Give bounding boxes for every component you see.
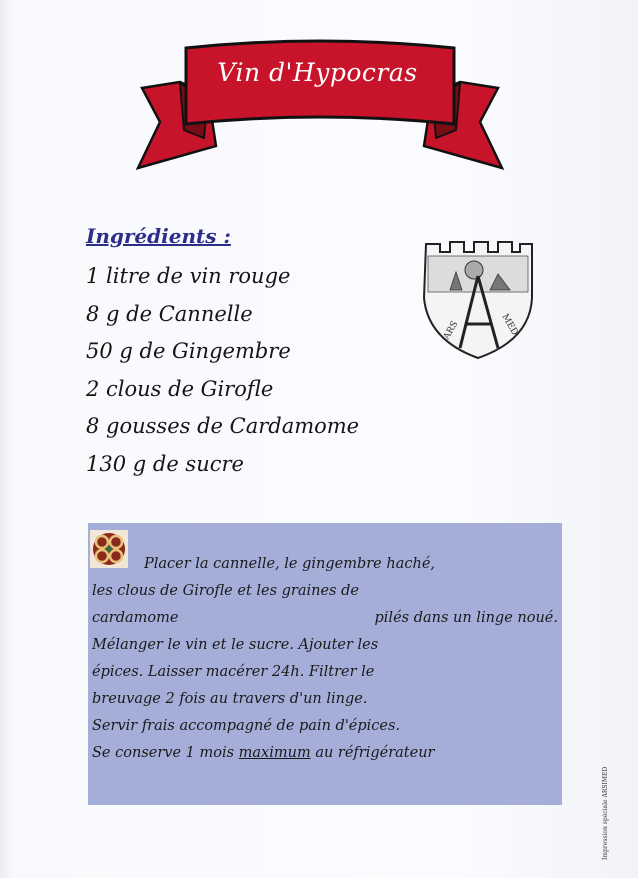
instruction-line: Mélanger le vin et le sucre. Ajouter les (92, 637, 379, 653)
page-title: Vin d'Hypocras (217, 58, 418, 87)
printer-side-note: Impression spéciale ARSIMED (602, 766, 609, 860)
instruction-line: les clous de Girofle et les graines de (92, 583, 359, 599)
instruction-fragment: au réfrigérateur (315, 745, 435, 761)
ingredients-heading: Ingrédients : (86, 224, 231, 248)
instruction-line: breuvage 2 fois au travers d'un linge. (92, 691, 368, 707)
instruction-fragment: Se conserve 1 mois (92, 745, 235, 761)
ingredient-item: 1 litre de vin rouge (86, 264, 291, 288)
instruction-line (92, 740, 558, 767)
svg-text:ARS: ARS (441, 319, 461, 342)
ingredient-item: 8 g de Cannelle (86, 301, 253, 326)
ingredients-list (86, 258, 359, 484)
instruction-fragment: pilés dans un linge noué. (374, 610, 558, 626)
ingredient-item: 130 g de sucre (86, 451, 244, 476)
instruction-line (92, 605, 558, 632)
castle-shield-emblem (420, 236, 536, 360)
instruction-line: Servir frais accompagné de pain d'épices. (92, 718, 401, 734)
svg-text:MED: MED (499, 312, 520, 338)
ingredient-item: 2 clous de Girofle (86, 376, 274, 401)
instruction-fragment: cardamome (92, 610, 179, 626)
instructions-text (92, 551, 558, 767)
ribbon-banner (120, 30, 520, 180)
ingredient-item: 8 gousses de Cardamome (86, 414, 360, 439)
instruction-line: Placer la cannelle, le gingembre haché, (144, 556, 436, 572)
emphasis-word: maximum (238, 745, 311, 761)
ingredient-item: 50 g de Gingembre (86, 339, 291, 364)
instruction-line: épices. Laisser macérer 24h. Filtrer le (92, 664, 375, 680)
